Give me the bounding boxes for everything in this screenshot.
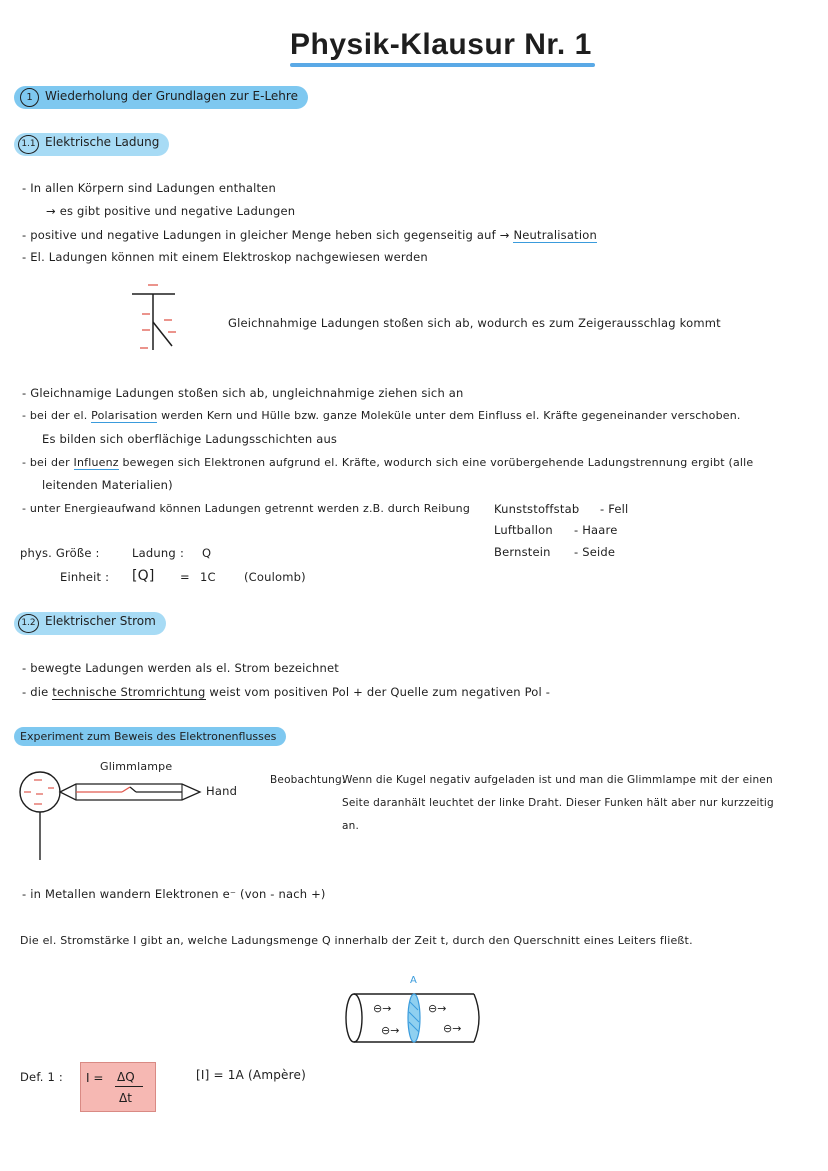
observation-line: Seite daranhält leuchtet der linke Draht. Dieser Funken hält aber nur kurzzeitig bbox=[342, 797, 774, 809]
text-line: - unter Energieaufwand können Ladungen getrennt werden z.B. durch Reibung bbox=[22, 502, 471, 515]
keyword-influenz: Influenz bbox=[73, 456, 119, 469]
formula-lhs: I = bbox=[86, 1071, 104, 1085]
electron-icon: ⊖→ bbox=[373, 1002, 392, 1015]
section-label: Elektrische Ladung bbox=[45, 135, 160, 149]
text-line bbox=[22, 456, 753, 469]
section-label: Elektrischer Strom bbox=[45, 614, 156, 628]
section-number: 1.1 bbox=[18, 135, 39, 154]
section-number: 1 bbox=[20, 88, 39, 107]
area-label: A bbox=[410, 975, 417, 986]
unit-value: [Q] bbox=[132, 568, 155, 584]
section-label: Wiederholung der Grundlagen zur E-Lehre bbox=[45, 89, 298, 103]
electroscope-caption: Gleichnahmige Ladungen stoßen sich ab, wodurch es zum Zeigerausschlag kommt bbox=[228, 316, 721, 330]
definition-sentence: Die el. Stromstärke I gibt an, welche Ladungsmenge Q innerhalb der Zeit t, durch den Querschnitt eines Leiters fließt. bbox=[20, 934, 693, 947]
text-line: - El. Ladungen können mit einem Elektroskop nachgewiesen werden bbox=[22, 250, 428, 264]
hand-label: Hand bbox=[206, 784, 238, 798]
text-line: - Gleichnamige Ladungen stoßen sich ab, ungleichnahmige ziehen sich an bbox=[22, 386, 464, 400]
text-line: - in Metallen wandern Elektronen e⁻ (von - nach +) bbox=[22, 887, 326, 901]
text-fragment: - die bbox=[22, 685, 49, 699]
friction-material-a: Kunststoffstab bbox=[494, 502, 580, 516]
text-line bbox=[22, 409, 741, 422]
formula-denominator: Δt bbox=[119, 1091, 132, 1105]
text-line bbox=[22, 228, 597, 242]
section-heading-1-1 bbox=[14, 133, 169, 156]
section-heading-1-2 bbox=[14, 612, 166, 635]
text-line: → es gibt positive und negative Ladungen bbox=[46, 204, 296, 218]
conductor-cross-section-drawing bbox=[340, 978, 490, 1048]
unit-label: Einheit : bbox=[60, 570, 110, 584]
text-fragment: werden Kern und Hülle bzw. ganze Moleküle unter dem Einfluss el. Kräfte gegeneinander verschoben. bbox=[161, 409, 741, 422]
observation-line: Wenn die Kugel negativ aufgeladen ist und man die Glimmlampe mit der einen bbox=[342, 774, 773, 786]
quantity-value: Ladung bbox=[132, 546, 176, 560]
unit-symbol: 1C bbox=[200, 570, 216, 584]
electroscope-drawing bbox=[120, 280, 200, 360]
glow-lamp-experiment-drawing bbox=[12, 770, 212, 862]
section-heading-1 bbox=[14, 86, 308, 109]
keyword-polarisation: Polarisation bbox=[91, 409, 158, 422]
unit-note: (Coulomb) bbox=[244, 570, 306, 584]
observation-line: an. bbox=[342, 820, 360, 832]
text-fragment: - positive und negative Ladungen in gleicher Menge heben sich gegenseitig auf → bbox=[22, 228, 510, 242]
friction-material-b: - Haare bbox=[574, 523, 618, 537]
text-line bbox=[22, 685, 550, 699]
text-line: - bewegte Ladungen werden als el. Strom bezeichnet bbox=[22, 661, 339, 675]
electron-icon: ⊖→ bbox=[428, 1002, 447, 1015]
keyword-technische-stromrichtung: technische Stromrichtung bbox=[52, 685, 206, 699]
quantity-eq: : bbox=[180, 546, 185, 560]
text-fragment: bewegen sich Elektronen aufgrund el. Kräfte, wodurch sich eine vorübergehende Ladungstrennung ergibt (alle bbox=[122, 456, 754, 469]
section-number: 1.2 bbox=[18, 614, 39, 633]
glow-lamp-label: Glimmlampe bbox=[100, 760, 173, 773]
title-underline bbox=[290, 63, 595, 67]
text-line: Es bilden sich oberflächige Ladungsschichten aus bbox=[42, 432, 338, 446]
text-fragment: weist vom positiven Pol + der Quelle zum negativen Pol - bbox=[209, 685, 551, 699]
observation-label: Beobachtung: bbox=[270, 774, 346, 786]
friction-material-a: Bernstein bbox=[494, 545, 551, 559]
text-fragment: - bei der el. bbox=[22, 409, 88, 422]
text-fragment: - bei der bbox=[22, 456, 70, 469]
current-formula-box bbox=[80, 1062, 156, 1112]
friction-material-a: Luftballon bbox=[494, 523, 553, 537]
formula-fraction-bar bbox=[115, 1086, 143, 1087]
unit-eq: = bbox=[180, 570, 190, 584]
unit-definition: [I] = 1A (Ampère) bbox=[196, 1068, 306, 1082]
keyword-neutralisation: Neutralisation bbox=[513, 228, 597, 242]
text-line: leitenden Materialien) bbox=[42, 478, 173, 492]
page-title: Physik-Klausur Nr. 1 bbox=[290, 28, 592, 61]
electron-icon: ⊖→ bbox=[443, 1022, 462, 1035]
text-line: - In allen Körpern sind Ladungen enthalten bbox=[22, 181, 276, 195]
quantity-symbol: Q bbox=[202, 546, 212, 560]
friction-material-b: - Fell bbox=[600, 502, 629, 516]
quantity-label: phys. Größe : bbox=[20, 546, 100, 560]
definition-label: Def. 1 : bbox=[20, 1070, 63, 1084]
electron-icon: ⊖→ bbox=[381, 1024, 400, 1037]
experiment-heading: Experiment zum Beweis des Elektronenflusses bbox=[14, 727, 286, 746]
formula-numerator: ΔQ bbox=[117, 1070, 135, 1084]
friction-material-b: - Seide bbox=[574, 545, 616, 559]
